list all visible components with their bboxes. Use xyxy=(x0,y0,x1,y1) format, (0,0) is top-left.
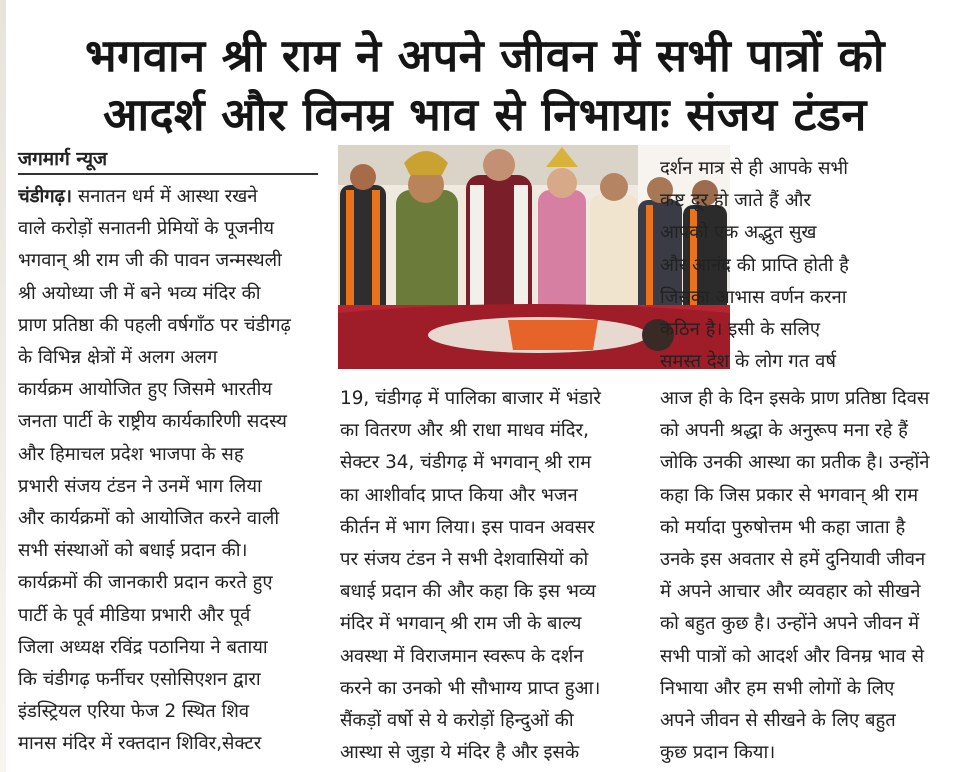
text-line: प्रभारी संजय टंडन ने उनमें भाग लिया xyxy=(18,475,262,497)
headline-line-1: भगवान श्री राम ने अपने जीवन में सभी पात्रों को xyxy=(84,29,886,82)
text-line: कि चंडीगढ़ फर्नीचर एसोसिएशन द्वारा xyxy=(18,669,261,691)
text-line: जिसका आभास वर्णन करना xyxy=(660,286,847,308)
text-line: समस्त देश के लोग गत वर्ष xyxy=(660,351,836,373)
text-line: आज ही के दिन इसके प्राण प्रतिष्ठा दिवस xyxy=(660,388,930,409)
text-line: और हिमाचल प्रदेश भाजपा के सह xyxy=(18,443,244,465)
text-line: बधाई प्रदान की और कहा कि इस भव्य xyxy=(340,581,596,603)
text-line: सभी पात्रों को आदर्श और विनम्र भाव से xyxy=(660,645,924,667)
text-line: आस्था से जुड़ा ये मंदिर है और इसके xyxy=(340,742,580,764)
headline xyxy=(20,26,950,144)
page-edge xyxy=(0,0,6,772)
text-line: निभाया और हम सभी लोगों के लिए xyxy=(660,677,895,699)
text-line: 19, चंडीगढ़ में पालिका बाजार में भंडारे xyxy=(340,388,601,409)
text-line: दर्शन मात्र से ही आपके सभी xyxy=(660,158,849,179)
text-line: और कार्यक्रमों को आयोजित करने वाली xyxy=(18,508,280,530)
text-line: कीर्तन में भाग लिया। इस पावन अवसर xyxy=(340,516,595,538)
text-line xyxy=(18,181,318,213)
text-line: भगवान् श्री राम जी की पावन जन्मस्थली xyxy=(18,250,282,272)
article-column-2 xyxy=(340,383,636,769)
article-column-3 xyxy=(660,383,952,769)
text-line: करने का उनको भी सौभाग्य प्राप्त हुआ। xyxy=(340,677,601,699)
text-line: अवस्था में विराजमान स्वरूप के दर्शन xyxy=(340,645,584,667)
text-line: को बहुत कुछ है। उन्होंने अपने जीवन में xyxy=(660,613,920,635)
text-fragment: सनातन धर्म में आस्था रखने xyxy=(71,186,258,207)
text-line: को अपनी श्रद्धा के अनुरूप मना रहे हैं xyxy=(660,420,908,442)
article-column-1 xyxy=(18,181,318,761)
text-line: सेक्टर 34, चंडीगढ़ में भगवान् श्री राम xyxy=(340,452,592,474)
text-line: सभी संस्थाओं को बधाई प्रदान की। xyxy=(18,540,248,562)
text-line: प्राण प्रतिष्ठा की पहली वर्षगाँठ पर चंडीगढ़ xyxy=(18,314,291,336)
headline-line-2: आदर्श और विनम्र भाव से निभायाः संजय टंडन xyxy=(103,88,867,141)
text-line: जनता पार्टी के राष्ट्रीय कार्यकारिणी सदस्य xyxy=(18,411,287,433)
text-line: श्री अयोध्या जी में बने भव्य मंदिर की xyxy=(18,282,261,304)
text-line: कठिन है। इसी के सलिए xyxy=(660,319,821,341)
article-column-3-top xyxy=(660,153,952,378)
text-line: अपने जीवन से सीखने के लिए बहुत xyxy=(660,710,896,732)
text-line: को मर्यादा पुरुषोत्तम भी कहा जाता है xyxy=(660,516,906,538)
text-line: पार्टी के पूर्व मीडिया प्रभारी और पूर्व xyxy=(18,604,251,626)
text-line: कार्यक्रमों की जानकारी प्रदान करते हुए xyxy=(18,572,273,594)
text-line: में अपने आचार और व्यवहार को सीखने xyxy=(660,581,921,603)
text-line: पर संजय टंडन ने सभी देशवासियों को xyxy=(340,549,589,571)
text-line: वाले करोड़ों सनातनी प्रेमियों के पूजनीय xyxy=(18,218,275,240)
text-line: उनके इस अवतार से हमें दुनियावी जीवन xyxy=(660,549,926,571)
text-line: के विभिन्न क्षेत्रों में अलग अलग xyxy=(18,347,218,369)
text-line: जिला अध्यक्ष रविंद्र पठानिया ने बताया xyxy=(18,636,268,658)
text-line: कार्यक्रम आयोजित हुए जिसमे भारतीय xyxy=(18,379,273,401)
byline: जगमार्ग न्यूज xyxy=(18,147,318,175)
text-line: और आनंद की प्राप्ति होती है xyxy=(660,254,849,276)
text-line: कष्ट दूर हो जाते हैं और xyxy=(660,190,811,212)
text-line: का आशीर्वाद प्राप्त किया और भजन xyxy=(340,484,578,506)
text-line: कुछ प्रदान किया। xyxy=(660,742,776,764)
text-line: आपको एक अद्भुत सुख xyxy=(660,222,817,244)
text-line: मानस मंदिर में रक्तदान शिविर,सेक्टर xyxy=(18,733,262,755)
text-line: सैंकड़ों वर्षो से ये करोड़ों हिन्दुओं की xyxy=(340,710,574,732)
dateline: चंडीगढ़। xyxy=(18,186,72,207)
text-line: इंडस्ट्रियल एरिया फेज 2 स्थित शिव xyxy=(18,701,250,723)
text-line: जोकि उनकी आस्था का प्रतीक है। उन्होंने xyxy=(660,452,930,474)
text-line: कहा कि जिस प्रकार से भगवान् श्री राम xyxy=(660,484,919,506)
text-line: मंदिर में भगवान् श्री राम जी के बाल्य xyxy=(340,613,582,635)
text-line: का वितरण और श्री राधा माधव मंदिर, xyxy=(340,420,589,442)
